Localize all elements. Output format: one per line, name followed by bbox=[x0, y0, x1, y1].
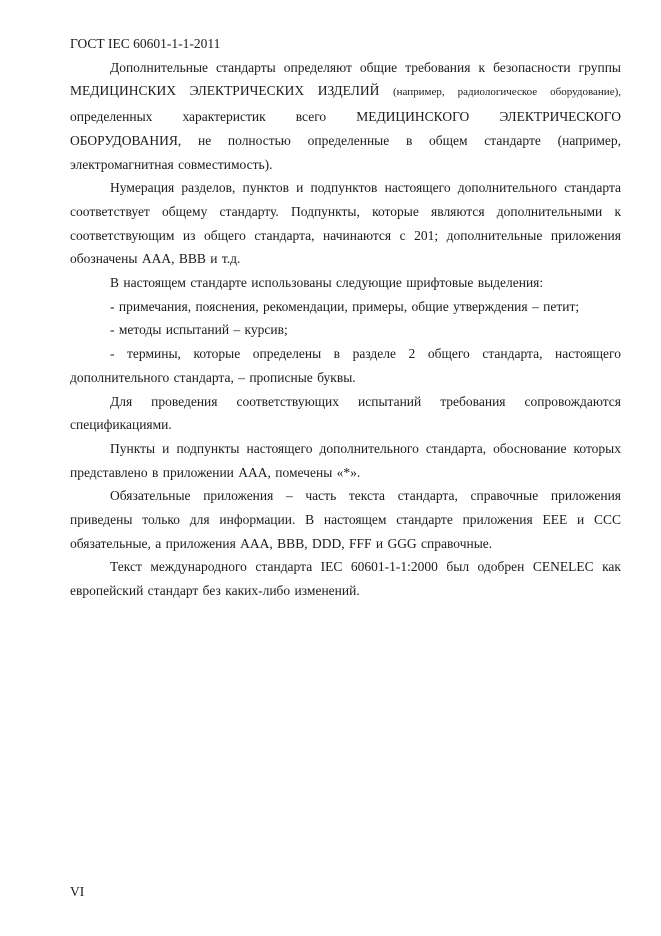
paragraph-marked-items: Пункты и подпункты настоящего дополнительного стандарта, обоснование которых представлено в приложении AAA, помечены «*». bbox=[70, 440, 621, 480]
paragraph-supplementary-standards bbox=[70, 56, 621, 177]
paragraph-text: определенных характеристик всего МЕДИЦИНСКОГО ЭЛЕКТРИЧЕСКОГО ОБОРУДОВАНИЯ, не полностью определенные в общем стандарте (например, электромагнитная совместимость). bbox=[70, 109, 621, 172]
list-item-terms: - термины, которые определены в разделе 2 общего стандарта, настоящего дополнительного стандарта, – прописные буквы. bbox=[70, 346, 621, 385]
paragraph-tests-specifications: Для проведения соответствующих испытаний требования сопровождаются спецификациями. bbox=[70, 393, 621, 433]
paragraph-text: Дополнительные стандарты определяют общие требования к безопасности группы МЕДИЦИНСКИХ ЭЛЕКТРИЧЕСКИХ ИЗДЕЛИЙ bbox=[70, 59, 621, 99]
petit-text: (например, радиологическое оборудование), bbox=[392, 86, 621, 99]
page-number: VI bbox=[70, 884, 85, 899]
list-item-petit: - примечания, пояснения, рекомендации, примеры, общие утверждения – петит; bbox=[110, 298, 580, 314]
page-content bbox=[70, 32, 621, 603]
paragraph-cenelec: Текст международного стандарта IEC 60601-1-1:2000 был одобрен CENELEC как европейский стандарт без каких-либо изменений. bbox=[70, 559, 621, 599]
document-header: ГОСТ IEC 60601-1-1-2011 bbox=[70, 36, 221, 51]
paragraph-numbering: Нумерация разделов, пунктов и подпунктов настоящего дополнительного стандарта соответствует общему стандарту. Подпункты, которые являются дополнительными к соответствующим из общего стандарта, начинаются с 201; дополнительные приложения обозначены AAA, BBB и т.д. bbox=[70, 180, 621, 267]
paragraph-annexes: Обязательные приложения – часть текста стандарта, справочные приложения приведены только для информации. В настоящем стандарте приложения EEE и CCC обязательные, а приложения AAA, BBB, DDD, FFF и GGG справочные. bbox=[70, 488, 621, 551]
paragraph-font-styles-intro: В настоящем стандарте использованы следующие шрифтовые выделения: bbox=[110, 275, 544, 291]
list-item-italic: - методы испытаний – курсив; bbox=[110, 322, 288, 338]
